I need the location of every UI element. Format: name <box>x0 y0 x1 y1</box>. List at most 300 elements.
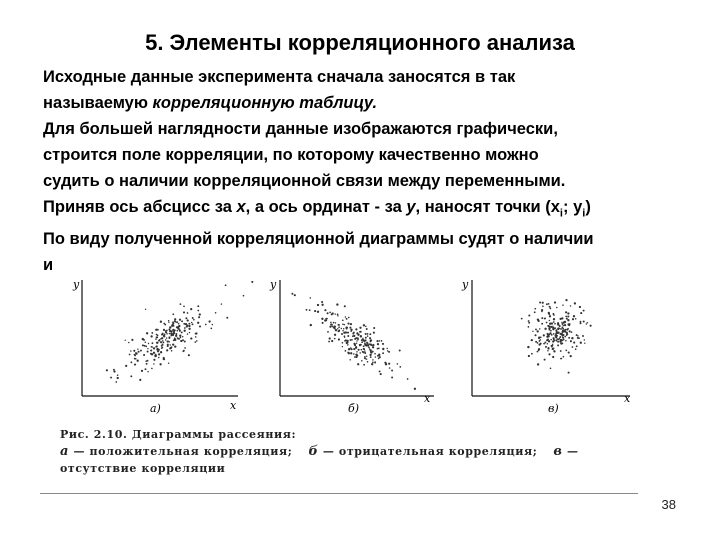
scatter-diagrams-svg <box>40 262 660 432</box>
scatter-dot <box>169 337 171 339</box>
scatter-dot <box>117 374 119 376</box>
scatter-dot <box>364 352 366 354</box>
scatter-dot <box>348 352 350 354</box>
scatter-dot <box>537 363 539 365</box>
scatter-dot <box>162 344 164 346</box>
scatter-dot <box>188 323 190 325</box>
scatter-panel-negative <box>269 278 434 415</box>
scatter-dot <box>335 329 337 331</box>
scatter-dot <box>386 348 387 349</box>
scatter-dot <box>337 313 339 315</box>
scatter-dot <box>374 361 376 363</box>
scatter-dot <box>366 328 368 330</box>
scatter-dot <box>557 327 559 329</box>
scatter-dot <box>141 370 143 372</box>
y-axis-label: y <box>462 278 469 291</box>
scatter-dot <box>153 347 155 349</box>
scatter-dot <box>566 332 568 334</box>
scatter-dot <box>327 331 329 333</box>
scatter-dot <box>125 365 127 367</box>
scatter-dot <box>184 347 186 349</box>
scatter-dot <box>539 328 541 330</box>
y-axis-label: y <box>73 278 80 291</box>
scatter-dot <box>557 341 559 343</box>
scatter-dot <box>548 353 550 355</box>
scatter-dot <box>346 318 348 320</box>
scatter-dot <box>583 320 585 322</box>
scatter-dot <box>548 340 550 342</box>
scatter-dot <box>565 340 567 342</box>
scatter-dot <box>153 363 154 364</box>
scatter-dot <box>549 332 551 334</box>
scatter-dot <box>115 381 117 383</box>
scatter-dot <box>387 350 389 352</box>
scatter-dot <box>541 311 543 313</box>
scatter-dot <box>560 358 561 359</box>
scatter-dot <box>342 319 344 321</box>
scatter-dot <box>580 321 582 323</box>
scatter-dot <box>578 337 580 339</box>
scatter-dot <box>565 299 567 301</box>
scatter-dot <box>163 357 165 359</box>
scatter-dot <box>548 312 550 314</box>
scatter-dot <box>361 360 363 362</box>
scatter-dot <box>155 338 157 340</box>
scatter-dot <box>550 330 552 332</box>
scatter-dot <box>324 319 326 321</box>
scatter-dot <box>584 339 586 341</box>
scatter-dot <box>359 345 361 347</box>
scatter-dot <box>572 318 574 320</box>
scatter-dot <box>350 339 352 341</box>
scatter-dot <box>157 329 159 331</box>
scatter-dot <box>584 342 585 343</box>
scatter-dot <box>527 346 529 348</box>
scatter-dot <box>540 339 542 341</box>
scatter-dot <box>544 359 546 361</box>
scatter-dot <box>545 346 547 348</box>
scatter-dot <box>347 323 349 325</box>
scatter-dot <box>324 309 326 311</box>
scatter-dot <box>568 337 570 339</box>
scatter-dot <box>546 336 548 338</box>
scatter-dot <box>555 329 557 331</box>
scatter-dot <box>151 368 153 370</box>
scatter-dot <box>364 357 366 359</box>
scatter-dot <box>145 309 146 310</box>
scatter-dot <box>225 284 227 286</box>
scatter-dot <box>151 353 153 355</box>
scatter-dot <box>147 360 149 362</box>
body-line-3: Для большей наглядности данные изображаются графически, <box>43 120 558 138</box>
scatter-dot <box>117 377 119 379</box>
scatter-dot <box>539 301 541 303</box>
scatter-dot <box>355 354 357 356</box>
scatter-dot <box>342 342 344 344</box>
scatter-dot <box>582 335 584 337</box>
scatter-dot <box>321 301 323 303</box>
scatter-dot <box>170 333 172 335</box>
scatter-dot <box>138 351 140 353</box>
scatter-dot <box>546 322 548 324</box>
scatter-dot <box>551 322 553 324</box>
scatter-dot <box>155 354 157 356</box>
scatter-dot <box>560 328 562 330</box>
scatter-dot <box>566 334 568 336</box>
scatter-dot <box>144 345 146 347</box>
scatter-dot <box>363 324 365 326</box>
scatter-dot <box>590 325 592 327</box>
scatter-dot <box>528 322 530 324</box>
scatter-dot <box>382 348 384 350</box>
scatter-dot <box>338 324 340 326</box>
scatter-dot <box>550 367 552 369</box>
scatter-dot <box>166 337 167 338</box>
scatter-dot <box>194 341 196 343</box>
slide-body <box>43 64 683 278</box>
scatter-dot <box>327 312 329 314</box>
scatter-dot <box>179 335 181 337</box>
scatter-dot <box>558 332 559 333</box>
scatter-dot <box>181 331 183 333</box>
body-line-2: называемую корреляционную таблицу. <box>43 94 378 112</box>
scatter-dot <box>192 323 194 325</box>
scatter-dot <box>197 322 199 324</box>
scatter-dot <box>552 326 553 327</box>
scatter-dot <box>549 315 551 317</box>
scatter-dot <box>537 342 539 344</box>
scatter-dot <box>147 348 148 349</box>
scatter-dot <box>338 326 340 328</box>
scatter-dot <box>535 328 537 330</box>
scatter-dot <box>125 340 126 341</box>
scatter-dot <box>356 343 357 344</box>
scatter-dot <box>171 350 173 352</box>
scatter-dot <box>359 352 361 354</box>
scatter-dot <box>150 335 152 337</box>
scatter-dot <box>251 281 253 283</box>
scatter-dot <box>358 349 360 351</box>
scatter-dot <box>310 297 312 299</box>
scatter-dot <box>552 348 554 350</box>
scatter-dot <box>583 310 585 312</box>
scatter-dot <box>543 343 545 345</box>
scatter-dot <box>191 322 192 323</box>
body-line-7: По виду полученной корреляционной диаграммы судят о наличии <box>43 230 594 249</box>
scatter-dot <box>110 377 112 379</box>
footer-divider <box>40 493 638 494</box>
scatter-dot <box>180 337 182 339</box>
scatter-dot <box>553 327 555 329</box>
scatter-dot <box>134 364 136 366</box>
scatter-dot <box>553 321 555 323</box>
scatter-dot <box>353 343 355 345</box>
scatter-dot <box>368 347 370 349</box>
scatter-dot <box>528 314 530 316</box>
scatter-dot <box>168 321 169 322</box>
scatter-dot <box>135 352 137 354</box>
scatter-dot <box>547 347 549 349</box>
scatter-dot <box>531 339 533 341</box>
scatter-dot <box>560 350 562 352</box>
scatter-dot <box>367 333 369 335</box>
scatter-dot <box>346 326 348 328</box>
scatter-dot <box>165 339 166 340</box>
scatter-dot <box>199 313 201 315</box>
scatter-dot <box>542 305 544 307</box>
scatter-dot <box>310 324 312 326</box>
scatter-dot <box>355 328 357 330</box>
scatter-dot <box>531 353 533 355</box>
scatter-dot <box>399 366 401 368</box>
scatter-dot <box>567 329 569 331</box>
scatter-dot <box>563 356 565 358</box>
scatter-dot <box>226 317 228 319</box>
scatter-dot <box>159 363 161 365</box>
scatter-dot <box>350 352 352 354</box>
scatter-dot <box>163 342 165 344</box>
scatter-dot <box>381 340 383 342</box>
scatter-dot <box>338 338 340 340</box>
scatter-dot <box>215 312 217 314</box>
scatter-dot <box>543 334 545 336</box>
scatter-dot <box>361 341 363 343</box>
scatter-dot <box>325 318 327 320</box>
scatter-dot <box>342 330 343 331</box>
scatter-dot <box>188 325 190 327</box>
scatter-dot <box>553 350 555 352</box>
scatter-dot <box>379 340 381 342</box>
body-line-4: строится поле корреляции, по которому качественно можно <box>43 146 539 164</box>
scatter-dot <box>294 294 296 296</box>
scatter-dot <box>528 355 530 357</box>
scatter-dot <box>565 311 567 313</box>
scatter-dot <box>330 322 332 324</box>
scatter-dot <box>576 345 578 347</box>
scatter-dot <box>375 356 377 358</box>
scatter-dot <box>360 335 362 337</box>
scatter-dot <box>572 346 574 348</box>
scatter-dot <box>159 339 161 341</box>
scatter-dot <box>554 301 556 303</box>
scatter-dot <box>160 341 162 343</box>
scatter-dot <box>153 359 155 361</box>
scatter-dot <box>361 349 363 351</box>
scatter-dot <box>541 323 543 325</box>
scatter-dot <box>334 313 335 314</box>
scatter-dot <box>372 346 374 348</box>
scatter-dot <box>356 333 357 334</box>
scatter-dot <box>379 370 381 372</box>
scatter-dot <box>146 363 148 365</box>
scatter-dot <box>370 339 372 341</box>
scatter-dot <box>537 330 539 332</box>
scatter-dot <box>575 318 577 320</box>
scatter-dot <box>205 324 207 326</box>
scatter-dot <box>334 325 336 327</box>
scatter-dot <box>143 339 145 341</box>
scatter-dot <box>145 368 147 370</box>
scatter-dot <box>153 352 155 354</box>
scatter-dot <box>377 343 379 345</box>
scatter-dot <box>353 348 355 350</box>
scatter-dot <box>550 308 551 309</box>
scatter-dot <box>538 348 540 350</box>
scatter-dot <box>335 322 336 323</box>
scatter-dot <box>329 326 331 328</box>
scatter-dot <box>345 350 347 352</box>
scatter-dot <box>309 309 311 311</box>
scatter-dot <box>344 324 345 325</box>
scatter-dot <box>376 340 378 342</box>
scatter-dot <box>552 356 554 358</box>
scatter-dot <box>397 363 399 365</box>
scatter-dot <box>151 342 153 344</box>
scatter-dot <box>151 346 153 348</box>
scatter-dot <box>557 344 559 346</box>
scatter-dot <box>345 316 346 317</box>
scatter-dot <box>378 354 380 356</box>
scatter-dot <box>550 339 551 340</box>
scatter-dot <box>177 330 179 332</box>
scatter-dot <box>565 316 567 318</box>
scatter-dot <box>351 348 353 350</box>
scatter-dot <box>195 336 197 338</box>
scatter-dot <box>363 345 365 347</box>
scatter-dot <box>168 362 169 363</box>
scatter-dot <box>362 351 364 353</box>
scatter-dot <box>564 336 566 338</box>
scatter-dot <box>243 295 245 297</box>
scatter-dot <box>167 344 169 346</box>
scatter-dot <box>576 334 578 336</box>
scatter-dot <box>131 339 133 341</box>
x-axis-label: x <box>424 392 431 405</box>
scatter-dot <box>359 327 361 329</box>
caption-title: Рис. 2.10. Диаграммы рассеяния: <box>60 428 297 441</box>
scatter-dot <box>372 361 374 363</box>
scatter-dot <box>331 340 333 342</box>
scatter-dot <box>363 364 365 366</box>
scatter-dot <box>574 302 576 304</box>
scatter-dot <box>534 311 536 313</box>
scatter-dot <box>348 317 350 319</box>
scatter-dot <box>317 304 319 306</box>
scatter-dot <box>356 337 358 339</box>
scatter-dot <box>169 333 171 335</box>
scatter-dot <box>555 333 557 335</box>
scatter-dot <box>561 323 563 325</box>
scatter-dot <box>169 348 171 350</box>
scatter-dot <box>176 321 178 323</box>
scatter-dot <box>162 340 164 342</box>
scatter-dot <box>552 344 553 345</box>
term-correlation-table: корреляционную таблицу. <box>152 94 378 112</box>
scatter-dot <box>156 334 158 336</box>
scatter-dot <box>577 335 578 336</box>
scatter-dot <box>334 338 336 340</box>
scatter-dot <box>137 348 138 349</box>
scatter-dot <box>382 343 384 345</box>
scatter-dot <box>212 324 213 325</box>
scatter-dot <box>366 355 367 356</box>
scatter-dot <box>532 331 533 332</box>
scatter-panel-positive <box>72 278 253 415</box>
scatter-dot <box>145 342 147 344</box>
scatter-dot <box>184 327 186 329</box>
y-axis-label: y <box>270 278 277 291</box>
scatter-dot <box>130 375 132 377</box>
scatter-dot <box>382 352 384 354</box>
scatter-dot <box>563 339 565 341</box>
scatter-dot <box>182 336 183 337</box>
scatter-dot <box>306 309 308 311</box>
scatter-dot <box>179 319 181 321</box>
scatter-dot <box>542 302 544 304</box>
scatter-dot <box>372 344 374 346</box>
scatter-dot <box>372 351 374 353</box>
scatter-dot <box>535 341 537 343</box>
scatter-dot <box>562 334 564 336</box>
scatter-dot <box>571 337 573 339</box>
scatter-dot <box>178 323 180 325</box>
scatter-dot <box>342 324 343 325</box>
scatter-dot <box>365 337 367 339</box>
scatter-dot <box>183 305 185 307</box>
scatter-dot <box>328 341 330 343</box>
scatter-dot <box>317 311 319 313</box>
scatter-dot <box>344 305 346 307</box>
scatter-dot <box>372 359 374 361</box>
figure-caption <box>60 426 640 477</box>
scatter-dot <box>367 335 369 337</box>
scatter-dot <box>552 313 554 315</box>
scatter-dot <box>548 303 550 305</box>
scatter-dot <box>547 350 549 352</box>
scatter-dot <box>167 341 169 343</box>
scatter-dot <box>580 322 582 324</box>
scatter-dot <box>365 333 367 335</box>
scatter-dot <box>166 333 167 334</box>
scatter-dot <box>183 350 185 352</box>
scatter-dot <box>367 361 369 363</box>
scatter-dot <box>414 388 416 390</box>
scatter-dot <box>366 344 368 346</box>
scatter-dot <box>569 330 571 332</box>
scatter-dot <box>364 350 365 351</box>
scatter-dot <box>351 339 353 341</box>
scatter-dot <box>556 307 558 309</box>
scatter-dot <box>336 303 338 305</box>
scatter-dot <box>291 293 293 295</box>
scatter-dot <box>140 350 142 352</box>
scatter-dot <box>169 326 171 328</box>
scatter-dot <box>179 330 181 332</box>
scatter-dot <box>551 345 553 347</box>
scatter-dot <box>374 353 376 355</box>
scatter-dot <box>134 354 136 356</box>
scatter-dot <box>570 340 572 342</box>
scatter-dot <box>329 337 331 339</box>
scatter-dot <box>314 310 316 312</box>
panel-label: a) <box>150 402 161 415</box>
scatter-dot <box>548 328 550 330</box>
scatter-dot <box>560 342 562 344</box>
scatter-dot <box>565 350 567 352</box>
page-number: 38 <box>661 497 676 512</box>
scatter-dot <box>188 328 190 330</box>
scatter-dot <box>338 330 340 332</box>
